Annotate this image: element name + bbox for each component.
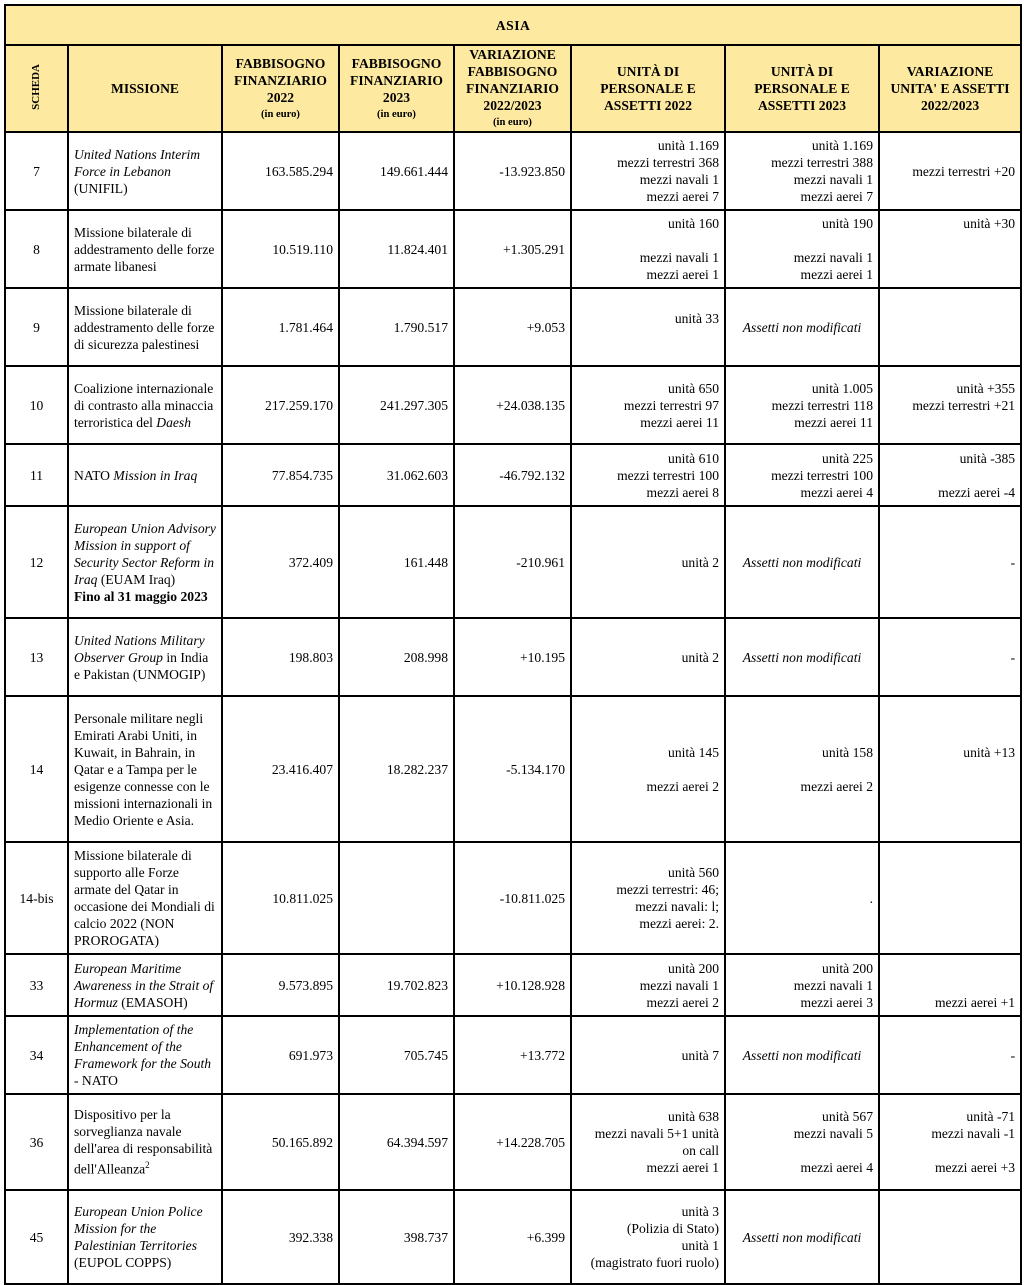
cell-line: mezzi terrestri +21: [912, 397, 1016, 413]
cell-line: mezzi terrestri 388: [771, 155, 873, 170]
cell-scheda: 10: [5, 366, 68, 444]
table-row: [5, 288, 1021, 366]
cell-line: mezzi aerei 1: [800, 267, 873, 282]
table-row: [5, 842, 1021, 954]
cell-line: unità 7: [681, 1047, 719, 1063]
cell-line: mezzi aerei 4: [800, 1160, 873, 1175]
cell-line: [885, 249, 1015, 266]
cell-fabbisogno-2023: [339, 842, 454, 954]
cell-line: [731, 1142, 873, 1159]
cell-line: mezzi aerei -4: [938, 484, 1016, 500]
cell-line: unità 2: [681, 554, 719, 570]
cell-line: unità 160: [668, 216, 719, 231]
cell-line: [885, 266, 1015, 283]
cell-line: unità 200: [822, 960, 873, 976]
mission-text: European Maritime Awareness in the Strait of Hormuz: [74, 960, 214, 1010]
cell-line: unità 225: [822, 450, 873, 466]
cell-fabbisogno-2022: 50.165.892: [222, 1094, 339, 1190]
cell-unita-2023: [725, 1094, 879, 1190]
mission-text: Implementation of the Enhancement of the Framework for the South: [74, 1022, 212, 1071]
cell-missione: [68, 954, 222, 1016]
cell-line: [885, 977, 1015, 994]
cell-missione: [68, 366, 222, 444]
footnote-ref: 2: [145, 1160, 150, 1171]
table-title: ASIA: [5, 5, 1021, 45]
cell-unita-2022: [571, 444, 725, 506]
cell-unita-2022: [571, 506, 725, 618]
cell-missione: [68, 696, 222, 842]
mission-text: Missione bilaterale di supporto alle Forze armate del Qatar in occasione dei Mondiali di calcio 2022 (NON PROROGATA): [74, 848, 215, 948]
cell-unita-2022: [571, 954, 725, 1016]
cell-line: mezzi aerei +1: [934, 994, 1016, 1010]
cell-variazione-unita: [879, 210, 1021, 288]
cell-variazione-fabbisogno: +10.128.928: [454, 954, 571, 1016]
header-scheda: SCHEDA: [5, 45, 68, 132]
header-variazione-fabbisogno: VARIAZIONE FABBISOGNO FINANZIARIO 2022/2023 (in euro): [454, 45, 571, 132]
cell-scheda: 13: [5, 618, 68, 696]
cell-line: mezzi navali 1: [793, 250, 873, 265]
cell-variazione-fabbisogno: -210.961: [454, 506, 571, 618]
cell-line: unità 560: [668, 865, 719, 880]
header-fabb2023: FABBISOGNO FINANZIARIO 2023 (in euro): [339, 45, 454, 132]
cell-fabbisogno-2023: 161.448: [339, 506, 454, 618]
cell-line: mezzi navali 5: [793, 1126, 873, 1141]
table-row: [5, 506, 1021, 618]
cell-line: mezzi aerei 4: [800, 484, 873, 500]
cell-line: -: [1010, 649, 1016, 665]
cell-unita-2022: [571, 1190, 725, 1284]
header-unita-2022: UNITÀ DI PERSONALE E ASSETTI 2022: [571, 45, 725, 132]
cell-line: mezzi terrestri: 46;: [616, 882, 719, 897]
cell-line: -: [1010, 554, 1016, 570]
cell-variazione-fabbisogno: +1.305.291: [454, 210, 571, 288]
cell-missione: [68, 1016, 222, 1094]
cell-variazione-fabbisogno: +10.195: [454, 618, 571, 696]
table-row: [5, 444, 1021, 506]
cell-fabbisogno-2023: 208.998: [339, 618, 454, 696]
mission-text: Missione bilaterale di addestramento delle forze armate libanesi: [74, 224, 215, 274]
cell-unita-2022: [571, 1094, 725, 1190]
cell-fabbisogno-2022: 9.573.895: [222, 954, 339, 1016]
cell-unita-2023: Assetti non modificati: [725, 618, 879, 696]
cell-variazione-fabbisogno: +13.772: [454, 1016, 571, 1094]
mission-text: (EUAM Iraq): [97, 571, 176, 587]
cell-variazione-unita: [879, 1016, 1021, 1094]
cell-fabbisogno-2023: 19.702.823: [339, 954, 454, 1016]
cell-variazione-fabbisogno: -5.134.170: [454, 696, 571, 842]
mission-text: (EUPOL COPPS): [74, 1255, 172, 1270]
cell-line: unità -385: [959, 450, 1016, 466]
cell-missione: [68, 618, 222, 696]
cell-line: mezzi aerei 11: [640, 414, 719, 430]
cell-scheda: 8: [5, 210, 68, 288]
table-row: [5, 210, 1021, 288]
cell-scheda: 12: [5, 506, 68, 618]
title-row: [5, 5, 1021, 45]
cell-variazione-fabbisogno: -46.792.132: [454, 444, 571, 506]
cell-scheda: 11: [5, 444, 68, 506]
mission-text: United Nations Interim Force in Lebanon: [74, 146, 201, 179]
document-page: [4, 4, 1020, 1285]
cell-line: [885, 232, 1015, 249]
cell-fabbisogno-2022: 1.781.464: [222, 288, 339, 366]
mission-text: Coalizione internazionale di contrasto alla minaccia terroristica del: [74, 380, 214, 430]
cell-scheda: 45: [5, 1190, 68, 1284]
cell-line: unità 33: [674, 311, 719, 326]
cell-unita-2022: [571, 210, 725, 288]
mission-text: (UNIFIL): [74, 180, 128, 196]
cell-line: (Polizia di Stato): [626, 1221, 719, 1236]
mission-text: Missione bilaterale di addestramento delle forze di sicurezza palestinesi: [74, 302, 215, 352]
cell-unita-2022: [571, 1016, 725, 1094]
table-row: [5, 1094, 1021, 1190]
cell-unita-2022: [571, 618, 725, 696]
cell-line: mezzi terrestri 100: [771, 467, 873, 483]
table-row: [5, 696, 1021, 842]
mission-text: United Nations Military Observer Group: [74, 632, 205, 665]
cell-unita-2023: [725, 954, 879, 1016]
cell-line: unità 638: [668, 1109, 719, 1124]
cell-line: [885, 467, 1015, 484]
cell-fabbisogno-2023: 1.790.517: [339, 288, 454, 366]
cell-unita-2023: [725, 210, 879, 288]
cell-variazione-unita: [879, 506, 1021, 618]
cell-missione: [68, 1190, 222, 1284]
cell-missione: [68, 132, 222, 210]
cell-line: mezzi aerei +3: [934, 1160, 1016, 1175]
cell-line: unità 610: [668, 450, 719, 466]
cell-line: [885, 761, 1015, 778]
cell-line: mezzi aerei: 2.: [639, 916, 719, 931]
table-row: [5, 618, 1021, 696]
cell-line: mezzi terrestri +20: [912, 163, 1016, 179]
cell-line: mezzi navali 1: [793, 172, 873, 187]
cell-variazione-fabbisogno: -13.923.850: [454, 132, 571, 210]
cell-line: unità 145: [668, 744, 719, 760]
cell-scheda: 34: [5, 1016, 68, 1094]
mission-text: (EMASOH): [117, 994, 188, 1010]
cell-line: [885, 1142, 1015, 1159]
cell-line: mezzi aerei 1: [646, 1160, 719, 1175]
cell-variazione-unita: [879, 1190, 1021, 1284]
cell-fabbisogno-2023: 18.282.237: [339, 696, 454, 842]
cell-fabbisogno-2023: 64.394.597: [339, 1094, 454, 1190]
cell-unita-2023: Assetti non modificati: [725, 1190, 879, 1284]
cell-fabbisogno-2022: 198.803: [222, 618, 339, 696]
cell-scheda: 14-bis: [5, 842, 68, 954]
cell-variazione-fabbisogno: +24.038.135: [454, 366, 571, 444]
cell-line: unità 190: [822, 216, 873, 231]
cell-line: [885, 960, 1015, 977]
mission-text: Mission in Iraq: [113, 467, 198, 483]
mission-note: Fino al 31 maggio 2023: [74, 588, 208, 604]
mission-text: European Union Police Mission for the Palestinian Territories: [74, 1204, 203, 1253]
cell-line: mezzi terrestri 118: [771, 397, 873, 413]
cell-variazione-unita: [879, 444, 1021, 506]
cell-unita-2023: [725, 366, 879, 444]
cell-unita-2022: [571, 288, 725, 366]
cell-variazione-unita: [879, 288, 1021, 366]
mission-text: European Union Advisory Mission in support of Security Sector Reform in Iraq: [74, 520, 216, 587]
mission-text: NATO: [74, 467, 114, 483]
cell-unita-2023: [725, 696, 879, 842]
cell-fabbisogno-2023: 241.297.305: [339, 366, 454, 444]
cell-variazione-fabbisogno: -10.811.025: [454, 842, 571, 954]
cell-line: mezzi aerei 2: [646, 778, 719, 794]
cell-unita-2022: [571, 842, 725, 954]
cell-line: mezzi aerei 7: [646, 189, 719, 204]
cell-line: mezzi navali 1: [639, 250, 719, 265]
cell-fabbisogno-2022: 23.416.407: [222, 696, 339, 842]
cell-scheda: 33: [5, 954, 68, 1016]
header-variazione-unita: VARIAZIONE UNITA' E ASSETTI 2022/2023: [879, 45, 1021, 132]
cell-variazione-unita: [879, 954, 1021, 1016]
cell-missione: [68, 444, 222, 506]
cell-line: mezzi aerei 2: [646, 994, 719, 1010]
cell-fabbisogno-2023: 31.062.603: [339, 444, 454, 506]
cell-line: unità 1: [681, 1238, 719, 1253]
cell-line: [577, 761, 719, 778]
cell-fabbisogno-2023: 11.824.401: [339, 210, 454, 288]
cell-variazione-unita: [879, 1094, 1021, 1190]
table-row: [5, 366, 1021, 444]
header-row: [5, 45, 1021, 132]
cell-unita-2022: [571, 696, 725, 842]
cell-unita-2023: Assetti non modificati: [725, 506, 879, 618]
cell-scheda: 14: [5, 696, 68, 842]
cell-unita-2023: [725, 444, 879, 506]
cell-variazione-fabbisogno: +9.053: [454, 288, 571, 366]
cell-fabbisogno-2022: 163.585.294: [222, 132, 339, 210]
cell-line: unità -71: [966, 1109, 1016, 1124]
cell-line: on call: [682, 1143, 719, 1158]
cell-line: mezzi navali 5+1 unità: [594, 1126, 719, 1141]
cell-variazione-unita: [879, 618, 1021, 696]
cell-line: mezzi aerei 1: [646, 267, 719, 282]
cell-line: [731, 232, 873, 249]
cell-line: mezzi navali 1: [639, 977, 719, 993]
cell-missione: [68, 842, 222, 954]
cell-variazione-fabbisogno: +14.228.705: [454, 1094, 571, 1190]
table-row: [5, 1016, 1021, 1094]
cell-line: [731, 761, 873, 778]
cell-fabbisogno-2022: 77.854.735: [222, 444, 339, 506]
cell-fabbisogno-2023: 705.745: [339, 1016, 454, 1094]
cell-line: .: [869, 890, 873, 906]
cell-fabbisogno-2022: 217.259.170: [222, 366, 339, 444]
cell-line: mezzi aerei 7: [800, 189, 873, 204]
cell-line: (magistrato fuori ruolo): [590, 1255, 719, 1270]
cell-line: mezzi terrestri 368: [617, 155, 719, 170]
cell-variazione-fabbisogno: +6.399: [454, 1190, 571, 1284]
table-row: [5, 132, 1021, 210]
cell-missione: [68, 210, 222, 288]
cell-scheda: 36: [5, 1094, 68, 1190]
cell-unita-2023: [725, 132, 879, 210]
cell-variazione-unita: [879, 132, 1021, 210]
cell-fabbisogno-2022: 392.338: [222, 1190, 339, 1284]
cell-unita-2022: [571, 132, 725, 210]
cell-fabbisogno-2022: 10.519.110: [222, 210, 339, 288]
mission-text: in India e Pakistan (UNMOGIP): [74, 649, 209, 682]
cell-line: mezzi aerei 8: [646, 484, 719, 500]
cell-variazione-unita: [879, 696, 1021, 842]
cell-line: [885, 414, 1015, 431]
cell-line: unità +355: [956, 380, 1016, 396]
cell-line: mezzi terrestri 100: [617, 467, 719, 483]
cell-line: mezzi navali 1: [793, 977, 873, 993]
header-fabb2022: FABBISOGNO FINANZIARIO 2022 (in euro): [222, 45, 339, 132]
cell-line: unità 2: [681, 649, 719, 665]
cell-line: [885, 778, 1015, 795]
cell-line: mezzi aerei 3: [800, 994, 873, 1010]
cell-line: mezzi terrestri 97: [623, 397, 719, 413]
cell-line: unità +13: [963, 744, 1016, 760]
cell-line: -: [1010, 1047, 1016, 1063]
cell-line: mezzi navali 1: [639, 172, 719, 187]
cell-variazione-unita: [879, 842, 1021, 954]
cell-line: mezzi navali -1: [931, 1126, 1016, 1141]
cell-missione: [68, 288, 222, 366]
cell-line: unità 1.169: [811, 138, 873, 153]
cell-line: unità 158: [822, 744, 873, 760]
mission-text: Daesh: [156, 414, 192, 430]
cell-missione: [68, 1094, 222, 1190]
cell-line: unità 1.169: [657, 138, 719, 153]
table-row: [5, 1190, 1021, 1284]
table-row: [5, 954, 1021, 1016]
cell-fabbisogno-2022: 10.811.025: [222, 842, 339, 954]
cell-line: unità 1.005: [811, 380, 873, 396]
cell-variazione-unita: [879, 366, 1021, 444]
header-unita-2023: UNITÀ DI PERSONALE E ASSETTI 2023: [725, 45, 879, 132]
cell-line: unità 3: [681, 1204, 719, 1219]
cell-line: mezzi navali: l;: [635, 899, 719, 914]
cell-line: unità 200: [668, 960, 719, 976]
cell-unita-2023: Assetti non modificati: [725, 288, 879, 366]
cell-line: [577, 232, 719, 249]
cell-unita-2023: Assetti non modificati: [725, 1016, 879, 1094]
cell-unita-2022: [571, 366, 725, 444]
cell-line: unità +30: [963, 216, 1016, 231]
cell-line: unità 567: [822, 1109, 873, 1124]
cell-fabbisogno-2023: 149.661.444: [339, 132, 454, 210]
cell-fabbisogno-2022: 372.409: [222, 506, 339, 618]
cell-line: mezzi aerei 2: [800, 778, 873, 794]
cell-fabbisogno-2022: 691.973: [222, 1016, 339, 1094]
cell-line: mezzi aerei 11: [794, 414, 873, 430]
cell-unita-2023: [725, 842, 879, 954]
mission-text: Dispositivo per la sorveglianza navale dell'area di responsabilità dell'Alleanza: [74, 1107, 213, 1177]
cell-line: unità 650: [668, 380, 719, 396]
mission-text: - NATO: [74, 1073, 118, 1088]
cell-scheda: 9: [5, 288, 68, 366]
header-missione: MISSIONE: [68, 45, 222, 132]
cell-line: [577, 327, 719, 344]
missions-table: [4, 4, 1022, 1285]
cell-fabbisogno-2023: 398.737: [339, 1190, 454, 1284]
mission-text: Personale militare negli Emirati Arabi Uniti, in Kuwait, in Bahrain, in Qatar e a Tampa per le esigenze connesse con le missioni internazionali in Medio Oriente e Asia.: [74, 710, 213, 828]
cell-missione: [68, 506, 222, 618]
cell-scheda: 7: [5, 132, 68, 210]
